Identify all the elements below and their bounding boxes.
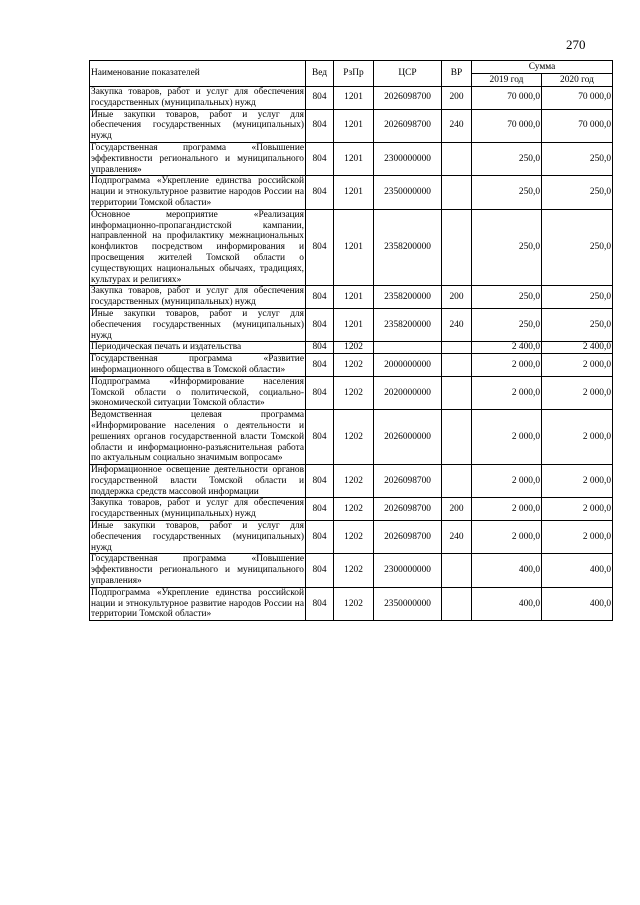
- table-row: [90, 286, 613, 309]
- header-ved: Вед: [306, 61, 334, 87]
- cell-sum-2019: 400,0: [472, 554, 542, 587]
- header-csr: ЦСР: [374, 61, 442, 87]
- cell-sum-2020: 250,0: [542, 209, 613, 286]
- cell-name: Ведомственная целевая программа «Информирование населения о деятельности и решениях органов государственной власти Томской области и информационно-разъяснительная работа по актуальным социально значимым вопросам»: [91, 410, 304, 464]
- cell-csr: 2026098700: [374, 87, 442, 110]
- cell-vr: 240: [442, 109, 472, 142]
- cell-csr: 2358200000: [374, 308, 442, 341]
- cell-name: Подпрограмма «Укрепление единства российской нации и этнокультурное развитие народов России на территории Томской области»: [91, 587, 304, 620]
- table-row: [90, 498, 613, 521]
- cell-vr: [442, 142, 472, 175]
- header-sum: Сумма: [472, 61, 613, 74]
- cell-ved: 804: [306, 376, 334, 409]
- cell-sum-2019: 2 000,0: [472, 410, 542, 465]
- cell-sum-2019: 250,0: [472, 286, 542, 309]
- cell-sum-2019: 2 000,0: [472, 354, 542, 377]
- budget-table: [89, 60, 613, 621]
- cell-sum-2019: 250,0: [472, 176, 542, 209]
- cell-sum-2019: 2 000,0: [472, 498, 542, 521]
- cell-rzpr: 1202: [334, 465, 374, 498]
- cell-csr: 2026098700: [374, 109, 442, 142]
- table-row: [90, 142, 613, 175]
- cell-sum-2020: 2 400,0: [542, 342, 613, 354]
- cell-sum-2020: 250,0: [542, 142, 613, 175]
- cell-sum-2019: 400,0: [472, 587, 542, 620]
- cell-csr: 2026000000: [374, 410, 442, 465]
- cell-rzpr: 1202: [334, 410, 374, 465]
- table-row: [90, 410, 613, 465]
- cell-csr: 2358200000: [374, 286, 442, 309]
- cell-vr: [442, 209, 472, 286]
- table-row: [90, 554, 613, 587]
- cell-csr: 2020000000: [374, 376, 442, 409]
- cell-sum-2020: 70 000,0: [542, 109, 613, 142]
- cell-sum-2020: 2 000,0: [542, 498, 613, 521]
- table-row: [90, 376, 613, 409]
- cell-sum-2020: 250,0: [542, 308, 613, 341]
- table-row: [90, 87, 613, 110]
- cell-vr: [442, 176, 472, 209]
- header-row: [90, 61, 613, 74]
- cell-csr: 2300000000: [374, 554, 442, 587]
- table-row: [90, 308, 613, 341]
- cell-ved: 804: [306, 342, 334, 354]
- cell-csr: 2000000000: [374, 354, 442, 377]
- cell-rzpr: 1201: [334, 308, 374, 341]
- cell-name: Закупка товаров, работ и услуг для обеспечения государственных (муниципальных) нужд: [91, 498, 304, 520]
- cell-rzpr: 1201: [334, 87, 374, 110]
- cell-ved: 804: [306, 87, 334, 110]
- table-row: [90, 342, 613, 354]
- page-number: 270: [566, 37, 586, 52]
- cell-rzpr: 1201: [334, 109, 374, 142]
- table-row: [90, 465, 613, 498]
- cell-name: Подпрограмма «Информирование населения Томской области о политической, социально-экономической ситуации Томской области»: [91, 376, 304, 409]
- cell-csr: 2300000000: [374, 142, 442, 175]
- cell-csr: 2026098700: [374, 521, 442, 554]
- table-row: [90, 521, 613, 554]
- cell-name: Периодическая печать и издательства: [90, 342, 306, 354]
- cell-vr: 240: [442, 521, 472, 554]
- cell-sum-2020: 2 000,0: [542, 376, 613, 409]
- cell-sum-2019: 70 000,0: [472, 87, 542, 110]
- cell-vr: [442, 554, 472, 587]
- cell-vr: [442, 465, 472, 498]
- cell-sum-2020: 400,0: [542, 554, 613, 587]
- cell-ved: 804: [306, 410, 334, 465]
- cell-ved: 804: [306, 521, 334, 554]
- cell-rzpr: 1202: [334, 521, 374, 554]
- cell-sum-2020: 400,0: [542, 587, 613, 620]
- cell-name: Иные закупки товаров, работ и услуг для обеспечения государственных (муниципальных) нужд: [91, 521, 304, 553]
- header-year-2019: 2019 год: [472, 74, 542, 87]
- cell-csr: [374, 342, 442, 354]
- cell-ved: 804: [306, 109, 334, 142]
- cell-ved: 804: [306, 308, 334, 341]
- cell-sum-2020: 2 000,0: [542, 521, 613, 554]
- table-row: [90, 176, 613, 209]
- table-row: [90, 354, 613, 377]
- cell-ved: 804: [306, 498, 334, 521]
- cell-rzpr: 1201: [334, 286, 374, 309]
- cell-sum-2019: 250,0: [472, 308, 542, 341]
- cell-rzpr: 1201: [334, 209, 374, 286]
- cell-rzpr: 1201: [334, 142, 374, 175]
- cell-ved: 804: [306, 142, 334, 175]
- cell-name: Информационное освещение деятельности органов государственной власти Томской области и поддержка средств массовой информации: [91, 465, 304, 497]
- cell-name: Подпрограмма «Укрепление единства российской нации и этнокультурное развитие народов России на территории Томской области»: [91, 176, 304, 208]
- cell-ved: 804: [306, 465, 334, 498]
- cell-name: Основное мероприятие «Реализация информационно-пропагандистской кампании, направленной на профилактику межнациональных конфликтов посредством информирования и просвещения жителей Томской области о существующих национальных обычаях, традициях, культурах и религиях»: [91, 209, 304, 285]
- cell-sum-2020: 2 000,0: [542, 465, 613, 498]
- cell-sum-2020: 250,0: [542, 286, 613, 309]
- cell-sum-2020: 70 000,0: [542, 87, 613, 110]
- cell-ved: 804: [306, 554, 334, 587]
- header-rzpr: РзПр: [334, 61, 374, 87]
- cell-ved: 804: [306, 286, 334, 309]
- header-vr: ВР: [442, 61, 472, 87]
- cell-sum-2019: 250,0: [472, 142, 542, 175]
- cell-rzpr: 1201: [334, 176, 374, 209]
- cell-vr: [442, 342, 472, 354]
- cell-name: Государственная программа «Повышение эффективности регионального и муниципального управления»: [91, 142, 304, 175]
- header-year-2020: 2020 год: [542, 74, 613, 87]
- cell-vr: [442, 354, 472, 377]
- cell-vr: 200: [442, 498, 472, 521]
- cell-vr: [442, 410, 472, 465]
- cell-csr: 2350000000: [374, 176, 442, 209]
- table-row: [90, 587, 613, 620]
- cell-rzpr: 1202: [334, 354, 374, 377]
- cell-rzpr: 1202: [334, 587, 374, 620]
- cell-sum-2020: 250,0: [542, 176, 613, 209]
- cell-csr: 2358200000: [374, 209, 442, 286]
- cell-ved: 804: [306, 587, 334, 620]
- cell-name: Закупка товаров, работ и услуг для обеспечения государственных (муниципальных) нужд: [91, 87, 304, 108]
- cell-sum-2020: 2 000,0: [542, 354, 613, 377]
- cell-name: Иные закупки товаров, работ и услуг для обеспечения государственных (муниципальных) нужд: [91, 109, 304, 142]
- cell-name: Государственная программа «Развитие информационного общества в Томской области»: [91, 354, 304, 375]
- cell-sum-2020: 2 000,0: [542, 410, 613, 465]
- header-name: Наименование показателей: [90, 61, 306, 87]
- cell-sum-2019: 2 000,0: [472, 521, 542, 554]
- cell-name: Закупка товаров, работ и услуг для обеспечения государственных (муниципальных) нужд: [91, 286, 304, 308]
- cell-ved: 804: [306, 209, 334, 286]
- table-body: [90, 87, 613, 621]
- cell-ved: 804: [306, 176, 334, 209]
- cell-name: Государственная программа «Повышение эффективности регионального и муниципального управления»: [91, 554, 304, 587]
- cell-csr: 2026098700: [374, 498, 442, 521]
- cell-vr: 200: [442, 286, 472, 309]
- cell-vr: [442, 376, 472, 409]
- cell-ved: 804: [306, 354, 334, 377]
- cell-rzpr: 1202: [334, 376, 374, 409]
- cell-vr: [442, 587, 472, 620]
- cell-name: Иные закупки товаров, работ и услуг для обеспечения государственных (муниципальных) нужд: [91, 308, 304, 341]
- cell-rzpr: 1202: [334, 554, 374, 587]
- cell-vr: 240: [442, 308, 472, 341]
- cell-rzpr: 1202: [334, 498, 374, 521]
- cell-sum-2019: 2 400,0: [472, 342, 542, 354]
- cell-sum-2019: 2 000,0: [472, 465, 542, 498]
- cell-rzpr: 1202: [334, 342, 374, 354]
- cell-csr: 2350000000: [374, 587, 442, 620]
- cell-sum-2019: 250,0: [472, 209, 542, 286]
- cell-sum-2019: 2 000,0: [472, 376, 542, 409]
- table-row: [90, 109, 613, 142]
- table-row: [90, 209, 613, 286]
- cell-vr: 200: [442, 87, 472, 110]
- cell-sum-2019: 70 000,0: [472, 109, 542, 142]
- cell-csr: 2026098700: [374, 465, 442, 498]
